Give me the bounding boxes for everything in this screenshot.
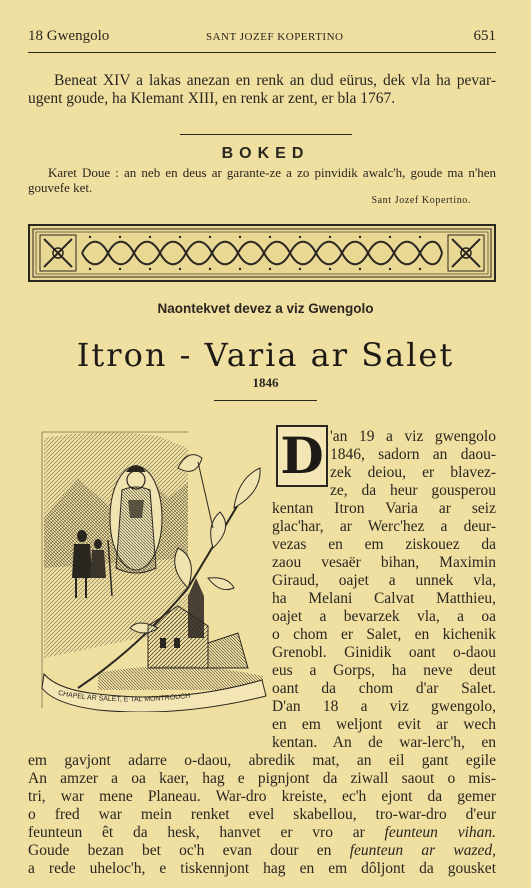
header-title: SANT JOZEF KOPERTINO [206,31,344,43]
boked-quote: Karet Doue : an neb en deus ar garante-ze a zo pinvidik awalc'h, goude ma n'hen gouvefe ket. [28,165,496,195]
section-title: Itron - Varia ar Salet [76,336,455,374]
story-line: oajet a bevarzek vla, a oa [272,608,496,625]
story-line: o fred war mein renket evel skabellou, tro-war-dro d'eur [28,806,496,823]
story-line: 1846, sadorn an daou- [330,446,496,463]
page-number: 651 [473,28,496,44]
story-line: kentan Itron Varia ar seiz [272,500,496,517]
story-line: tri, war mene Planeau. War-dro kreiste, ec'h ejont da gemer [28,788,496,805]
divider-rule [180,134,352,135]
italic-term: feunteun ar wazed, [349,842,497,859]
story-line: glac'har, ar Werc'hez a deur- [272,518,496,535]
apparition-engraving [38,428,268,712]
header-date: 18 Gwengolo [28,28,110,44]
story-line: em gavjont adarre o-daou, abredik mat, an eil gant egile [28,752,496,769]
virgin-mary-figure [110,465,162,573]
ornamental-banner [28,224,496,282]
story-line: zek deiou, er blavez- [330,464,496,481]
running-header [28,28,496,53]
story-line: ze, da heur gousperou [330,482,496,499]
story-line: Grenobl. Ginidik oant o-daou [272,644,496,661]
section-year: 1846 [252,375,279,390]
story-line: feunteun êt da hesk, hanvet er vro ar feunteun vihan. [28,824,496,841]
title-rule [214,400,317,401]
boked-heading: BOKED [221,145,310,162]
story-line: vezas en em ziskouez da [272,536,496,553]
story-line: kentan. An de war-lerc'h, en [272,734,496,751]
engraving-caption: CHAPEL AR SALET, E TAL MONTROUCH [57,689,191,704]
story-line: a rede uheloc'h, e tiskennjont hag en em dôljont da gousket [28,860,496,877]
story-line: en em weljont evit ar wech [272,716,496,733]
story-line: An amzer a oa kaer, hag e pignjont da ziwall saout o mis- [28,770,496,787]
story-line: o chom er Salet, en kichenik [272,626,496,643]
story-line: Goude bezan bet oc'h evan dour en feunteun ar wazed, [28,842,497,859]
section-subheading: Naontekvet devez a viz Gwengolo [157,301,374,316]
boked-signature: Sant Jozef Kopertino. [371,195,471,206]
story-line: eus a Gorps, ha neve deut [272,662,496,679]
story-line: oant da chom d'ar Salet. [272,680,496,697]
story-line: 'an 19 a viz gwengolo [330,428,496,445]
story-line: Giraud, oajet a unnek vla, [272,572,496,589]
drop-cap: D [276,425,328,487]
story-line: D'an 18 a viz gwengolo, [272,698,496,715]
story-line: zaou vesaër bihan, Maximin [272,554,496,571]
celtic-knot-ornament [30,226,494,280]
italic-term: feunteun vihan. [384,824,496,841]
story-line: ha Melani Calvat Matthieu, [272,590,496,607]
intro-paragraph: Beneat XIV a lakas anezan en renk an dud eürus, dek vla ha pevar-ugent goude, ha Klemant XIII, en renk ar zent, er bla 1767. [28,72,496,107]
